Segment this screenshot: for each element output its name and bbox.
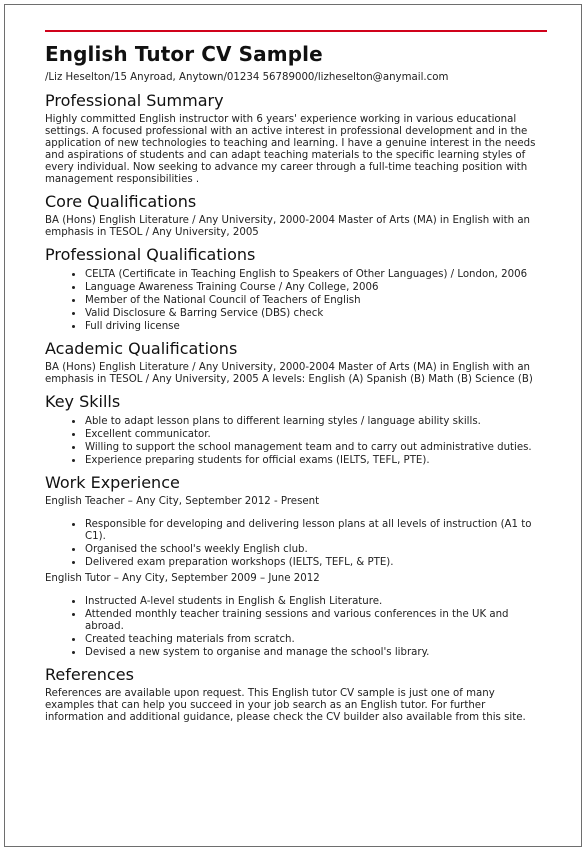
job-duties-list: [45, 518, 547, 569]
list-item: • Able to adapt lesson plans to different learning styles / language ability skills.: [85, 415, 547, 428]
list-item: • Instructed A-level students in English & English Literature.: [85, 595, 547, 608]
list-item: • Full driving license: [85, 320, 547, 333]
list-item: • Devised a new system to organise and manage the school's library.: [85, 646, 547, 659]
references-heading: References: [45, 665, 134, 684]
list-item: • Created teaching materials from scratch.: [85, 633, 547, 646]
key-skills-heading: Key Skills: [45, 392, 121, 411]
list-item: • Delivered exam preparation workshops (IELTS, TEFL, & PTE).: [85, 556, 547, 569]
list-item: • Attended monthly teacher training sessions and various conferences in the UK and abroad.: [85, 608, 547, 633]
page-title: English Tutor CV Sample: [45, 42, 323, 66]
cv-content: [45, 30, 547, 728]
summary-text: Highly committed English instructor with 6 years' experience working in various educational settings. A focused professional with an active interest in professional development and in the application of new technologies to teaching and learning. I have a genuine interest in the needs and aspirations of students and can adapt teaching materials to the specific learning styles of every individual. Now seeking to advance my career through a full-time teaching position with management responsibilities .: [45, 114, 536, 185]
job-duties-list: [45, 595, 547, 659]
summary-heading: Professional Summary: [45, 91, 224, 110]
job-title: English Teacher – Any City, September 2012 - Present: [45, 496, 320, 507]
professional-qualifications-list: [45, 268, 547, 333]
list-item: • Language Awareness Training Course / Any College, 2006: [85, 281, 547, 294]
list-item: • Organised the school's weekly English club.: [85, 543, 547, 556]
professional-qualifications-heading: Professional Qualifications: [45, 245, 256, 264]
list-item: • Member of the National Council of Teachers of English: [85, 294, 547, 307]
list-item: • CELTA (Certificate in Teaching English to Speakers of Other Languages) / London, 2006: [85, 268, 547, 281]
core-qualifications-text: BA (Hons) English Literature / Any University, 2000-2004 Master of Arts (MA) in English with an emphasis in TESOL / Any University, 2005: [45, 215, 531, 238]
cv-page: [4, 4, 582, 847]
list-item: • Experience preparing students for official exams (IELTS, TEFL, PTE).: [85, 454, 547, 467]
list-item: • Willing to support the school management team and to carry out administrative duties.: [85, 441, 547, 454]
job-title: English Tutor – Any City, September 2009 – June 2012: [45, 573, 320, 584]
work-experience-heading: Work Experience: [45, 473, 180, 492]
list-item: • Valid Disclosure & Barring Service (DBS) check: [85, 307, 547, 320]
academic-qualifications-heading: Academic Qualifications: [45, 339, 238, 358]
list-item: • Excellent communicator.: [85, 428, 547, 441]
core-qualifications-heading: Core Qualifications: [45, 192, 197, 211]
contact-line: /Liz Heselton/15 Anyroad, Anytown/01234 56789000/lizheselton@anymail.com: [45, 72, 449, 83]
academic-qualifications-text: BA (Hons) English Literature / Any University, 2000-2004 Master of Arts (MA) in English with an emphasis in TESOL / Any University, 2005 A levels: English (A) Spanish (B) Math (B) Science (B): [45, 362, 533, 385]
list-item: • Responsible for developing and delivering lesson plans at all levels of instruction (A1 to C1).: [85, 518, 547, 543]
accent-rule: [45, 30, 547, 32]
references-text: References are available upon request. This English tutor CV sample is just one of many examples that can help you succeed in your job search as an English tutor. For further information and additional guidance, please check the CV builder also available from this site.: [45, 688, 526, 723]
key-skills-list: [45, 415, 547, 467]
